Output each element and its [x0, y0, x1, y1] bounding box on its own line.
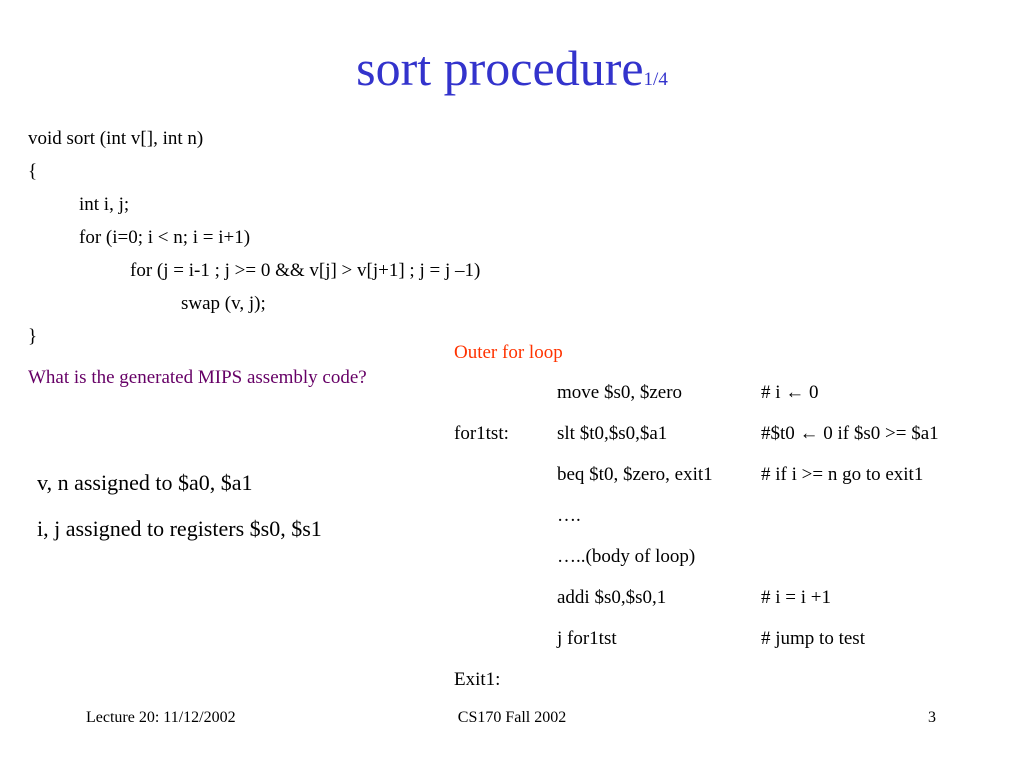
asm-instr-4: ….	[557, 505, 581, 526]
code-line-3: int i, j;	[79, 194, 130, 215]
asm-label-exit1: Exit1:	[454, 669, 501, 690]
question-text: What is the generated MIPS assembly code?	[28, 367, 367, 388]
code-line-4: for (i=0; i < n; i = i+1)	[79, 227, 251, 248]
asm-comment-1: # i ← 0	[761, 382, 819, 403]
slide-title	[0, 38, 1024, 98]
slide-title-page: 1/4	[643, 69, 668, 90]
asm-instr-2: slt $t0,$s0,$a1	[557, 423, 668, 444]
assignment-line-1: v, n assigned to $a0, $a1	[37, 470, 253, 495]
footer-page-number: 3	[928, 709, 936, 726]
code-line-6: swap (v, j);	[181, 293, 266, 314]
slide-title-main: sort procedure	[356, 40, 644, 96]
assignment-line-2: i, j assigned to registers $s0, $s1	[37, 516, 322, 541]
asm-heading: Outer for loop	[454, 342, 563, 363]
code-line-5: for (j = i-1 ; j >= 0 && v[j] > v[j+1] ; j = j –1)	[130, 260, 481, 281]
code-line-1: void sort (int v[], int n)	[28, 128, 204, 149]
footer-lecture: Lecture 20: 11/12/2002	[86, 709, 236, 726]
footer-course: CS170 Fall 2002	[457, 709, 567, 726]
code-line-7: }	[28, 326, 38, 347]
asm-instr-3: beq $t0, $zero, exit1	[557, 464, 713, 485]
asm-comment-3: # if i >= n go to exit1	[761, 464, 924, 485]
asm-instr-6: addi $s0,$s0,1	[557, 587, 667, 608]
asm-instr-7: j for1tst	[557, 628, 617, 649]
asm-instr-5: …..(body of loop)	[557, 546, 696, 567]
code-line-2: {	[28, 161, 38, 182]
asm-comment-2: #$t0 ← 0 if $s0 >= $a1	[761, 423, 939, 444]
asm-comment-6: # i = i +1	[761, 587, 831, 608]
asm-label-for1tst: for1tst:	[454, 423, 509, 444]
asm-comment-7: # jump to test	[761, 628, 865, 649]
asm-instr-1: move $s0, $zero	[557, 382, 683, 403]
